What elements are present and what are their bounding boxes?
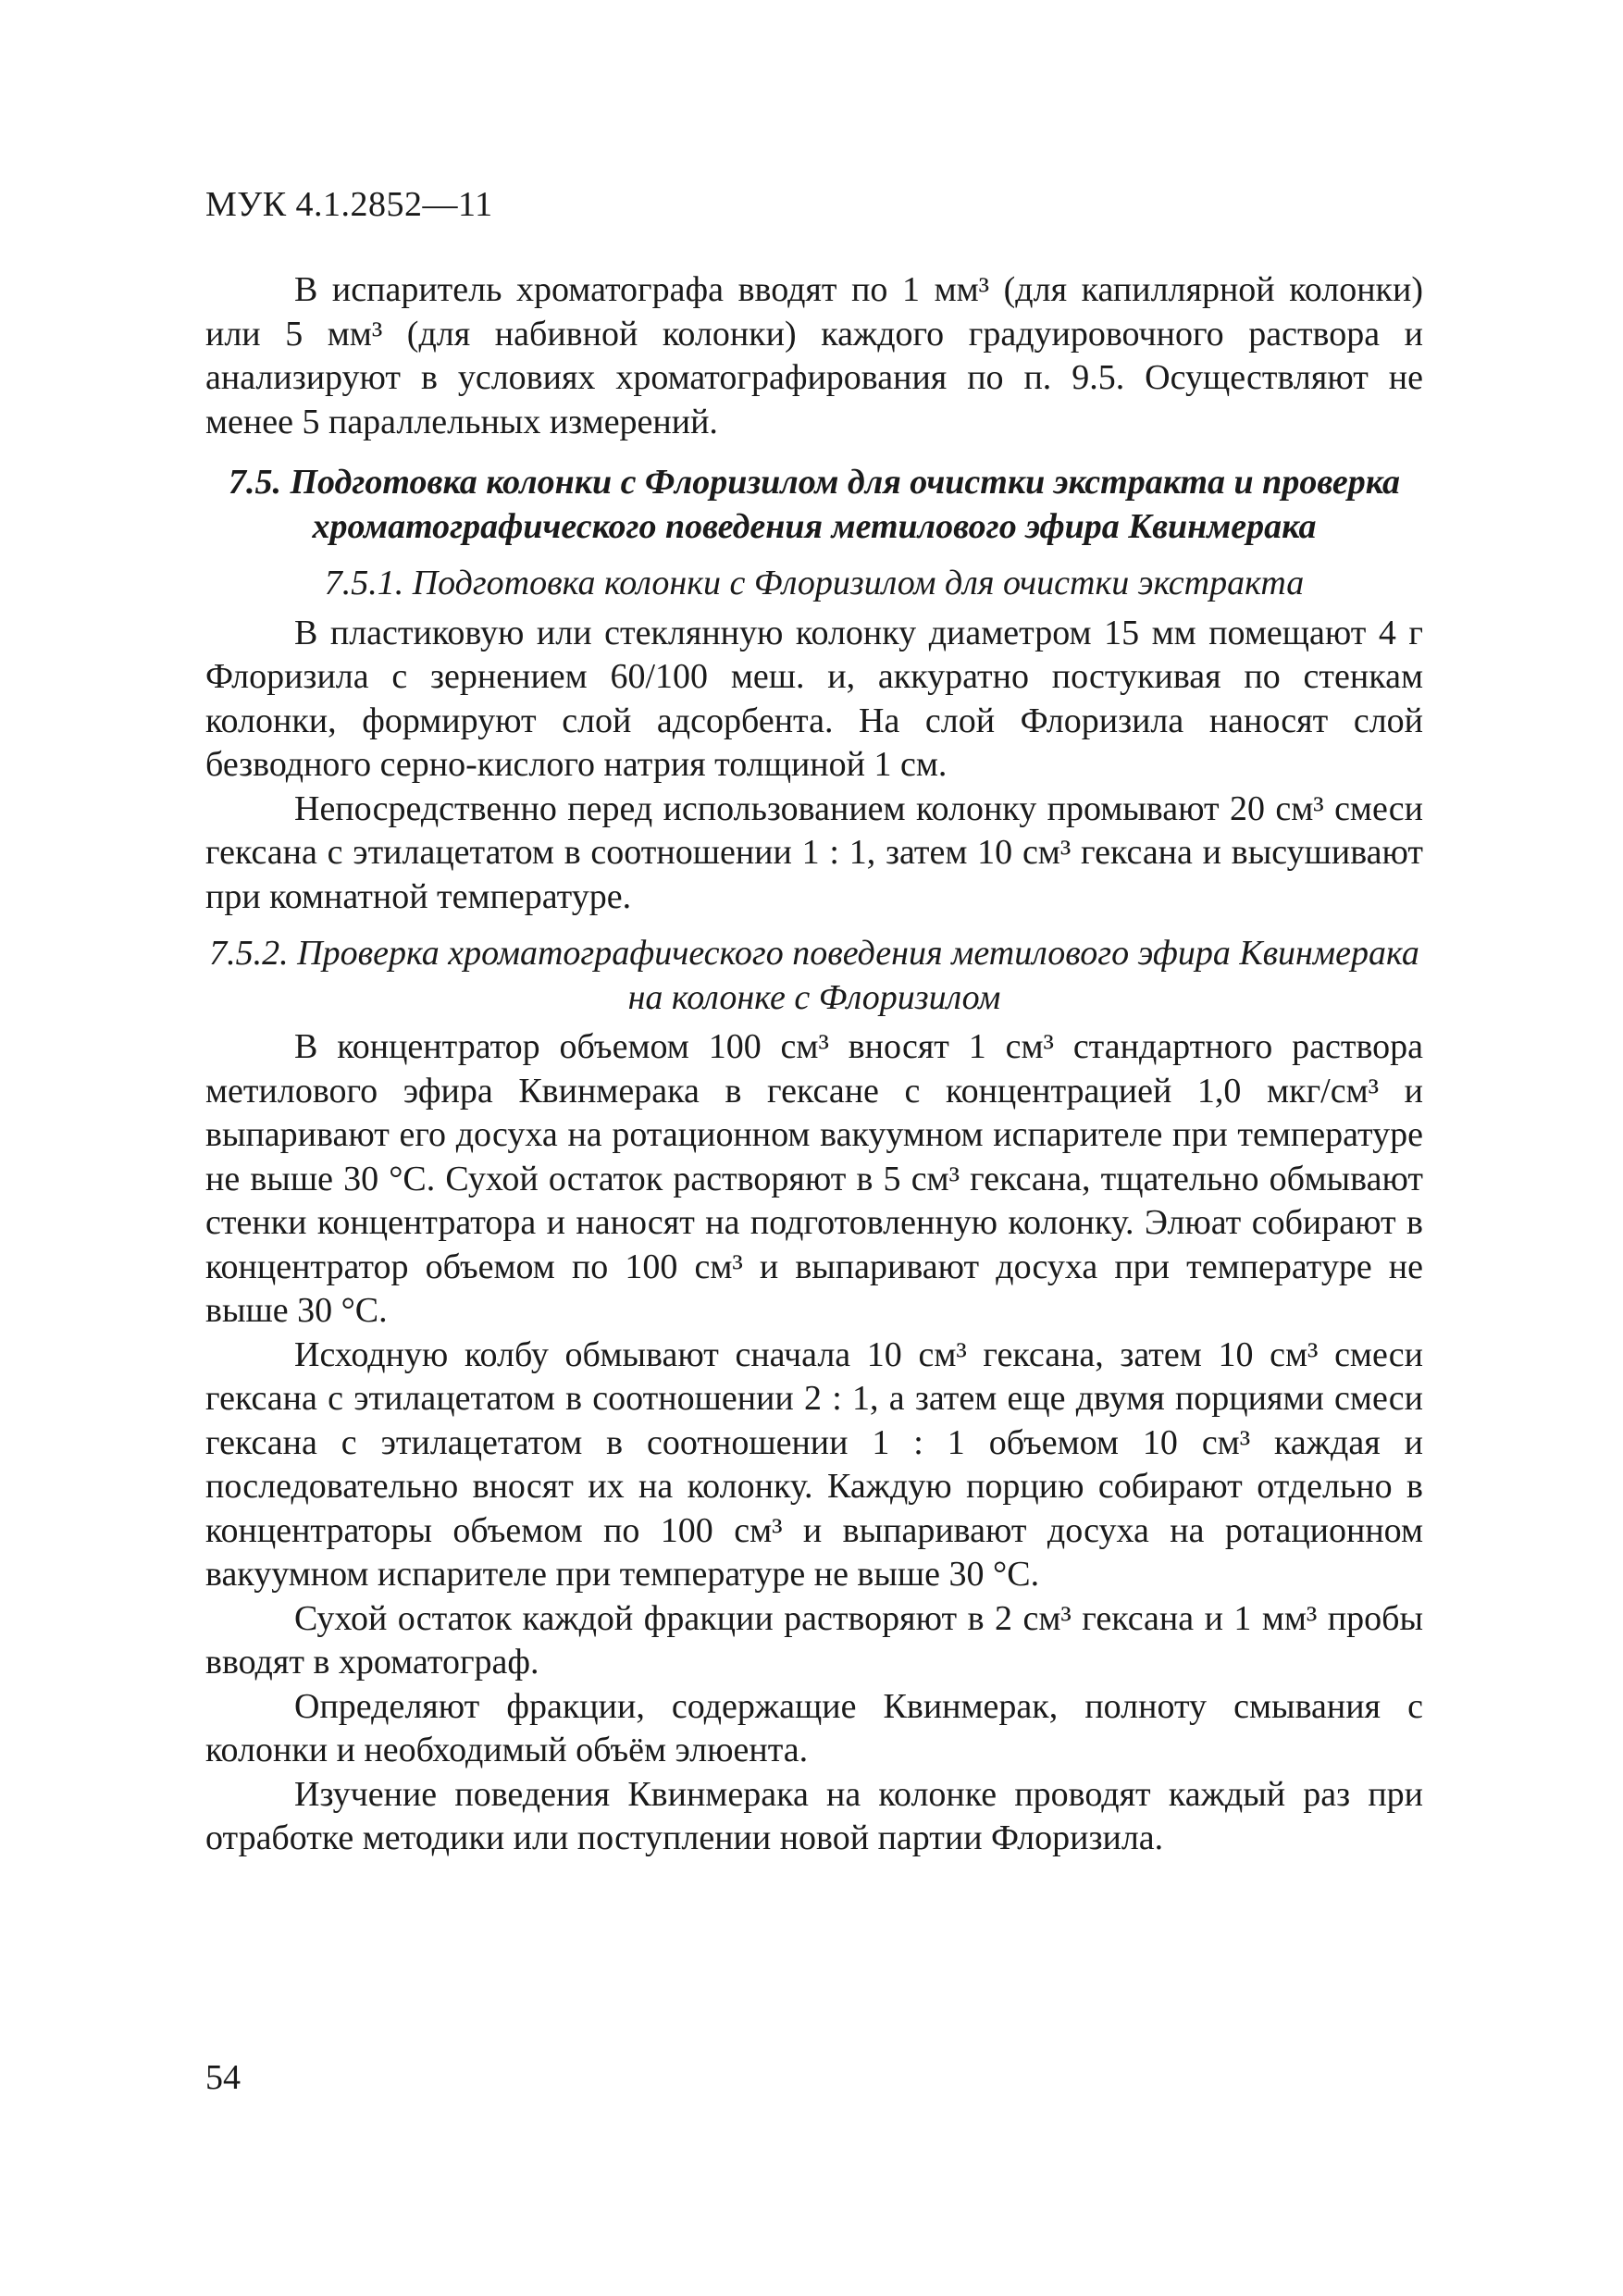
paragraph-7-5-2-dry-residue: Сухой остаток каждой фракции растворяют в 2 см³ гексана и 1 мм³ пробы вводят в хроматограф. [205,1598,1423,1682]
paragraph-7-5-2-concentrator: В концентратор объемом 100 см³ вносят 1 см³ стандартного раствора метилового эфира Квинмерака в гексане с концентрацией 1,0 мкг/см³ и выпаривают его досуха на ротационном вакуумном испарителе при температуре не выше 30 °С. Сухой остаток растворяют в 5 см³ гексана, тщательно обмывают стенки концентратора и наносят на подготовленную колонку. Элюат собирают в концентратор объемом по 100 см³ и выпаривают досуха при температуре не выше 30 °С. [205,1027,1423,1330]
section-7-5-1-title: 7.5.1. Подготовка колонки с Флоризилом для очистки экстракта [324,564,1305,602]
page-number: 54 [205,2058,241,2097]
paragraph-7-5-2-study: Изучение поведения Квинмерака на колонке проводят каждый раз при отработке методики или поступлении новой партии Флоризила. [205,1774,1423,1857]
section-7-5-2-title: 7.5.2. Проверка хроматографического поведения метилового эфира Квинмерака на колонке с Флоризилом [209,934,1419,1017]
paragraph-intro: В испаритель хроматографа вводят по 1 мм³ (для капиллярной колонки) или 5 мм³ (для набивной колонки) каждого градуировочного раствора и анализируют в условиях хроматографирования по п. 9.5. Осуществляют не менее 5 параллельных измерений. [205,270,1423,441]
document-code-header: МУК 4.1.2852—11 [205,185,493,224]
page-content [205,268,1423,1861]
paragraph-7-5-1-column-wash: Непосредственно перед использованием колонку промывают 20 см³ смеси гексана с этилацетатом в соотношении 1 : 1, затем 10 см³ гексана и высушивают при комнатной температуре. [205,788,1423,916]
paragraph-7-5-1-column-prep: В пластиковую или стеклянную колонку диаметром 15 мм помещают 4 г Флоризила с зернением 60/100 меш. и, аккуратно постукивая по стенкам колонки, формируют слой адсорбента. На слой Флоризила наносят слой безводного серно-кислого натрия толщиной 1 см. [205,613,1423,784]
paragraph-7-5-2-determine: Определяют фракции, содержащие Квинмерак, полноту смывания с колонки и необходимый объём элюента. [205,1686,1423,1769]
section-7-5-title: 7.5. Подготовка колонки с Флоризилом для очистки экстракта и проверка хроматографического поведения метилового эфира Квинмерака [228,463,1401,546]
paragraph-7-5-2-fractions: Исходную колбу обмывают сначала 10 см³ гексана, затем 10 см³ смеси гексана с этилацетатом в соотношении 2 : 1, а затем еще двумя порциями смеси гексана с этилацетатом в соотношении 1 : 1 объемом 10 см³ каждая и последовательно вносят их на колонку. Каждую порцию собирают отдельно в концентраторы объемом по 100 см³ и выпаривают досуха на ротационном вакуумном испарителе при температуре не выше 30 °С. [205,1334,1423,1594]
